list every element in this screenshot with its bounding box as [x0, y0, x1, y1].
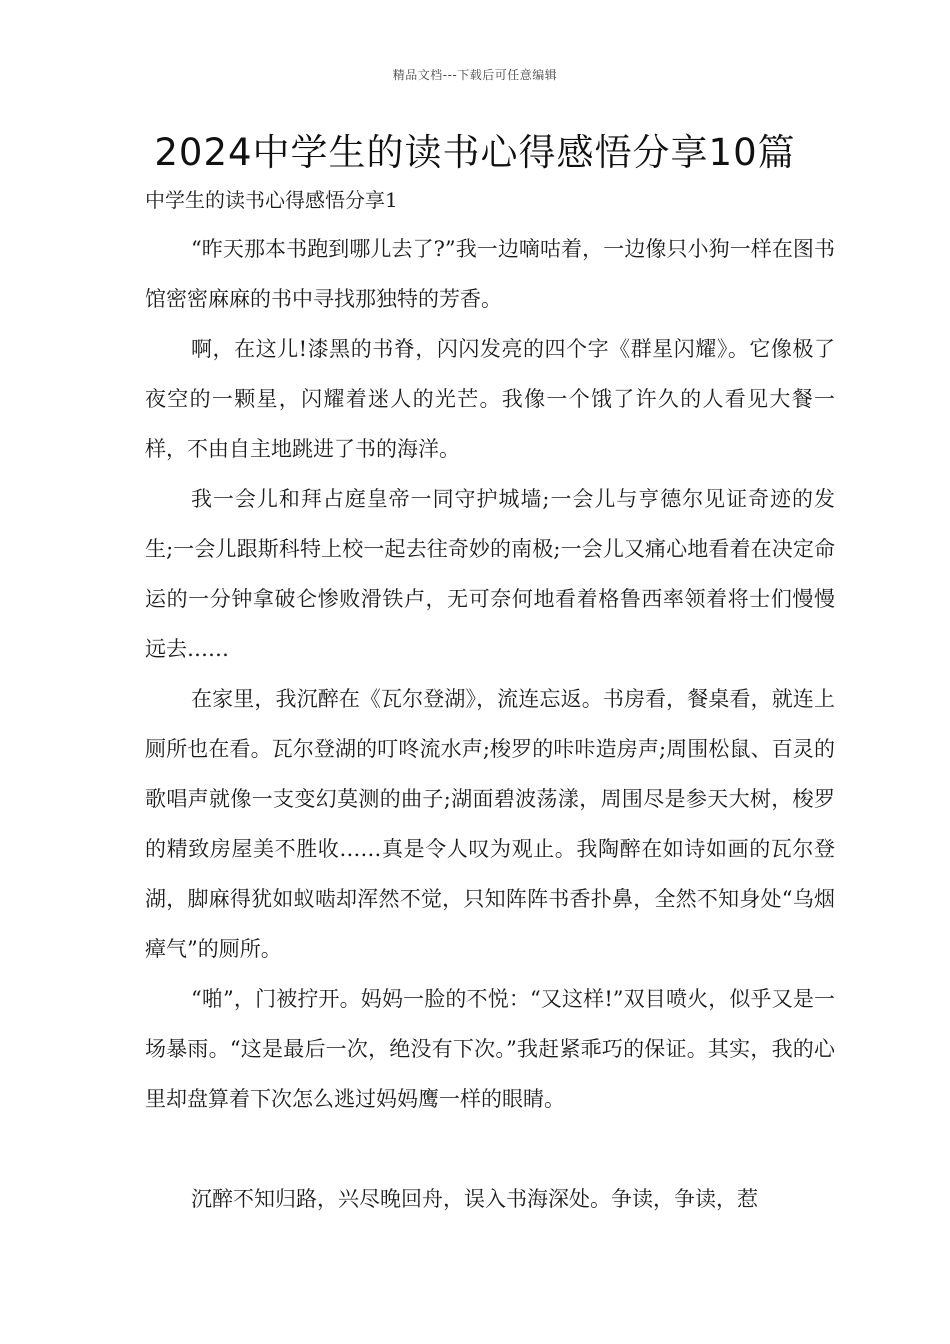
paragraph: “昨天那本书跑到哪儿去了?”我一边嘀咕着，一边像只小狗一样在图书馆密密麻麻的书中寻找那独特的芳香。	[145, 237, 835, 311]
section-heading: 中学生的读书心得感悟分享1	[145, 188, 398, 212]
paragraph: 在家里，我沉醉在《瓦尔登湖》，流连忘返。书房看，餐桌看，就连上厕所也在看。瓦尔登湖的叮咚流水声;梭罗的咔咔造房声;周围松鼠、百灵的歌唱声就像一支变幻莫测的曲子;湖面碧波荡漾，周围尽是参天大树，梭罗的精致房屋美不胜收……真是令人叹为观止。我陶醉在如诗如画的瓦尔登湖，脚麻得犹如蚁啮却浑然不觉，只知阵阵书香扑鼻，全然不知身处“乌烟瘴气”的厕所。	[145, 687, 835, 961]
body-text	[145, 224, 835, 1224]
document-title: 2024中学生的读书心得感悟分享10篇	[154, 131, 796, 174]
paragraph: 啊，在这儿!漆黑的书脊，闪闪发亮的四个字《群星闪耀》。它像极了夜空的一颗星，闪耀着迷人的光芒。我像一个饿了许久的人看见大餐一样，不由自主地跳进了书的海洋。	[145, 337, 835, 461]
paragraph: 我一会儿和拜占庭皇帝一同守护城墙;一会儿与亨德尔见证奇迹的发生;一会儿跟斯科特上校一起去往奇妙的南极;一会儿又痛心地看着在决定命运的一分钟拿破仑惨败滑铁卢，无可奈何地看着格鲁西率领着将士们慢慢远去……	[145, 487, 835, 661]
paragraph: “啪”，门被拧开。妈妈一脸的不悦：“又这样!”双目喷火，似乎又是一场暴雨。“这是最后一次，绝没有下次。”我赶紧乖巧的保证。其实，我的心里却盘算着下次怎么逃过妈妈鹰一样的眼睛。	[145, 987, 835, 1111]
paragraph: 沉醉不知归路，兴尽晚回舟，误入书海深处。争读，争读，惹	[191, 1187, 758, 1211]
header-note: 精品文档---下载后可任意编辑	[392, 68, 558, 82]
